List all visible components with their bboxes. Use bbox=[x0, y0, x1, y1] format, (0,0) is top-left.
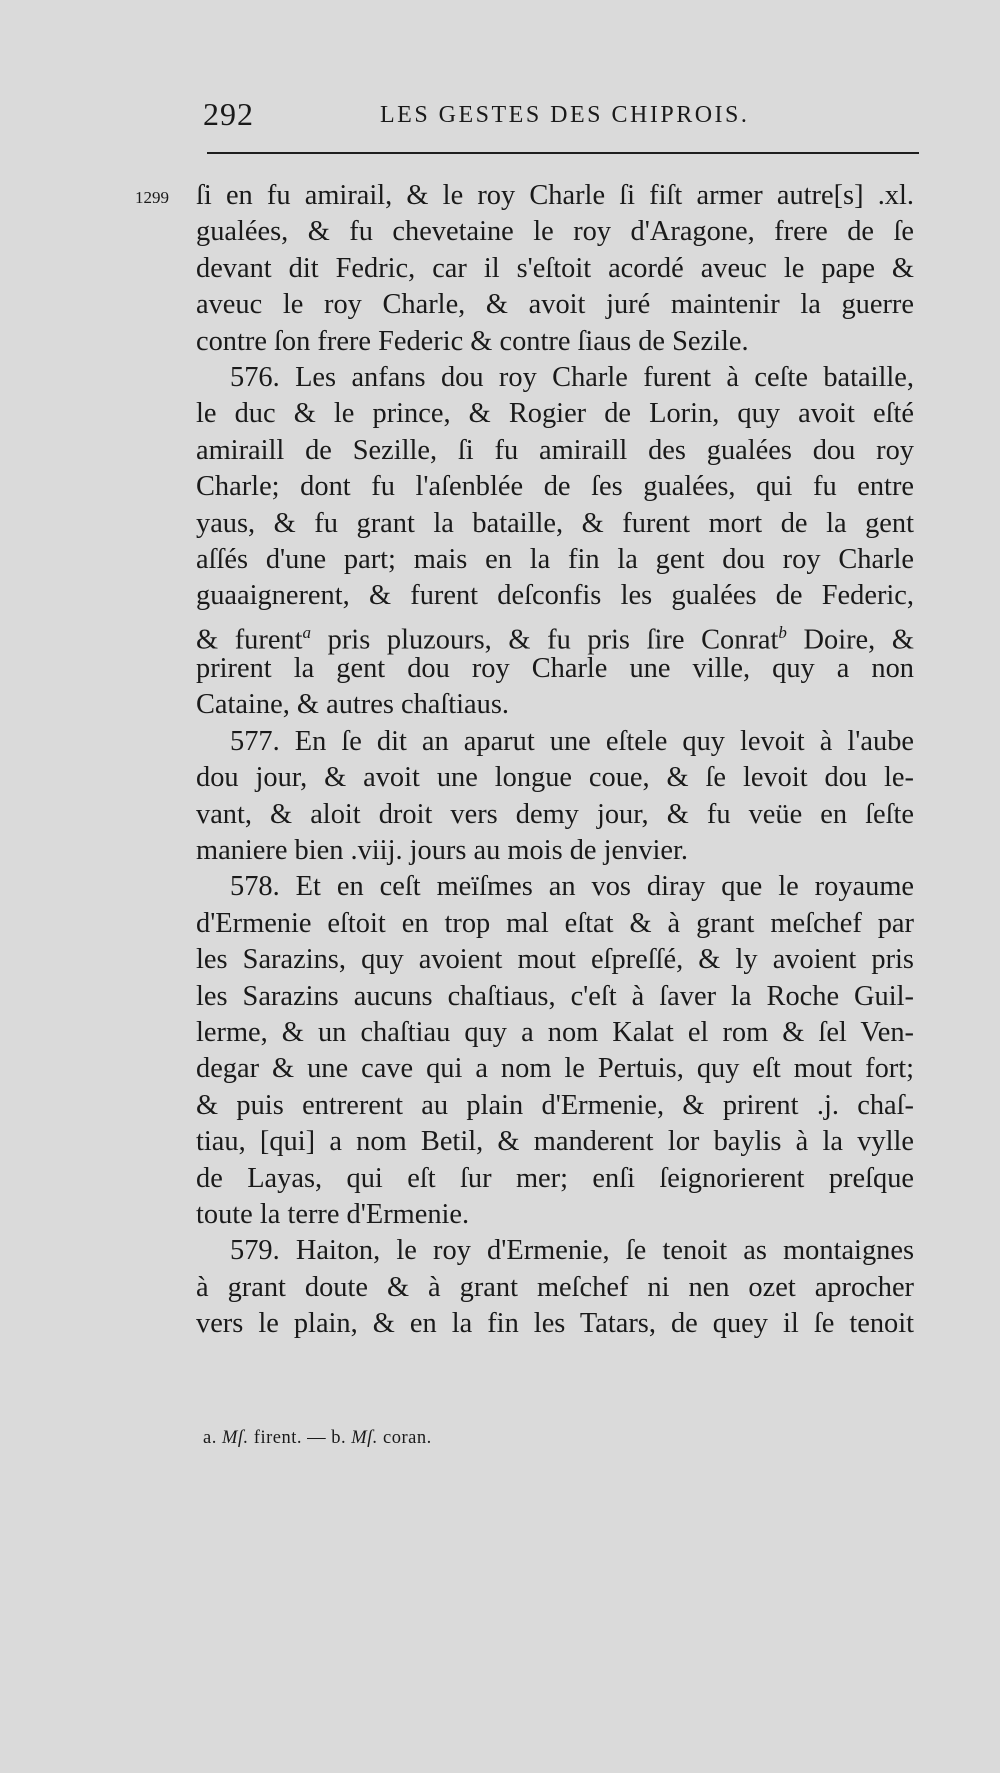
text-line: lerme, & un chaſtiau quy a nom Kalat el rom & ſel Ven- bbox=[196, 1016, 914, 1048]
page-number: 292 bbox=[203, 96, 254, 132]
footnote-mark-a: a bbox=[302, 622, 312, 642]
running-title: LES GESTES DES CHIPROIS. bbox=[380, 102, 750, 128]
text-line: aveuc le roy Charle, & avoit juré maintenir la guerre bbox=[196, 289, 914, 321]
header-rule bbox=[207, 152, 919, 154]
footnote-a-ms: Mſ. bbox=[221, 1428, 249, 1448]
body-text bbox=[135, 178, 914, 1343]
paragraph-577-start: 577. En ſe dit an aparut une eſtele quy levoit à l'aube bbox=[230, 725, 914, 757]
text-line: & puis entrerent au plain d'Ermenie, & prirent .j. chaſ- bbox=[196, 1089, 914, 1121]
text-line: le duc & le prince, & Rogier de Lorin, quy avoit eſté bbox=[196, 398, 914, 430]
text-line: les Sarazins, quy avoient mout eſpreſſé, & ly avoient pris bbox=[196, 944, 914, 976]
text-line: devant dit Fedric, car il s'eſtoit acordé aveuc le pape & bbox=[196, 252, 914, 284]
footnote-a-label: a. bbox=[203, 1428, 217, 1448]
text-line: Charle; dont fu l'aſenblée de ſes gualées, qui fu entre bbox=[196, 471, 914, 503]
paragraph-576-start: 576. Les anfans dou roy Charle furent à ceſte bataille, bbox=[230, 361, 914, 393]
text-line: gualées, & fu chevetaine le roy d'Aragone, frere de ſe bbox=[196, 216, 914, 248]
text-line: d'Ermenie eſtoit en trop mal eſtat & à grant meſchef par bbox=[196, 907, 914, 939]
footnotes bbox=[203, 1428, 432, 1449]
footnote-a-text: firent. — b. bbox=[253, 1428, 347, 1448]
margin-year: 1299 bbox=[135, 188, 169, 207]
text-line: yaus, & fu grant la bataille, & furent mort de la gent bbox=[196, 507, 914, 539]
text-line: prirent la gent dou roy Charle une ville, quy a non bbox=[196, 653, 914, 685]
text-line: à grant doute & à grant meſchef ni nen ozet aprocher bbox=[196, 1271, 914, 1303]
text-line: les Sarazins aucuns chaſtiaus, c'eſt à ſaver la Roche Guil- bbox=[196, 980, 914, 1012]
text-line: Cataine, & autres chaſtiaus. bbox=[196, 689, 509, 721]
paragraph-579-start: 579. Haiton, le roy d'Ermenie, ſe tenoit as montaignes bbox=[230, 1235, 914, 1267]
text-line: toute la terre d'Ermenie. bbox=[196, 1198, 470, 1230]
text-line: vers le plain, & en la fin les Tatars, de quey il ſe tenoit bbox=[196, 1308, 914, 1340]
footnote-b-text: coran. bbox=[383, 1428, 432, 1448]
footnote-mark-b: b bbox=[778, 622, 787, 642]
text-line: amiraill de Sezille, ſi fu amiraill des gualées dou roy bbox=[196, 434, 914, 466]
text-line: dou jour, & avoit une longue coue, & ſe levoit dou le- bbox=[196, 762, 914, 794]
paragraph-578-start: 578. Et en ceſt meïſmes an vos diray que le royaume bbox=[230, 871, 914, 903]
text-line: maniere bien .viij. jours au mois de jenvier. bbox=[196, 835, 688, 867]
text-line: guaaignerent, & furent deſconfis les gualées de Federic, bbox=[196, 580, 914, 612]
text-line: degar & une cave qui a nom le Pertuis, quy eſt mout fort; bbox=[196, 1053, 914, 1085]
text-line-with-notes: & furent$^a$ pris pluzours, & fu pris ſire Conrat$^b$ Doire, & bbox=[196, 622, 914, 656]
text-line: vant, & aloit droit vers demy jour, & fu veüe en ſeſte bbox=[196, 798, 914, 830]
text-line: contre ſon frere Federic & contre ſiaus de Sezile. bbox=[196, 325, 749, 357]
text-line: de Layas, qui eſt ſur mer; enſi ſeignorierent preſque bbox=[196, 1162, 914, 1194]
text-line: aſſés d'une part; mais en la fin la gent dou roy Charle bbox=[196, 543, 914, 575]
footnote-b-ms: Mſ. bbox=[351, 1428, 378, 1448]
text-line: tiau, [qui] a nom Betil, & manderent lor baylis à la vylle bbox=[196, 1126, 914, 1158]
text-line: 1299 ſi en fu amirail, & le roy Charle ſi fiſt armer autre[s] .xl. bbox=[196, 178, 914, 214]
page-header bbox=[203, 96, 923, 140]
